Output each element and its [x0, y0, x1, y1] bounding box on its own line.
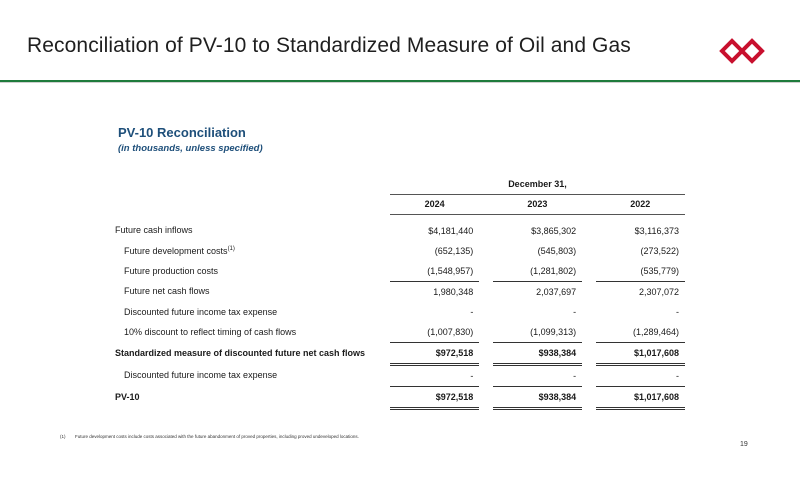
header-rule-grey — [0, 82, 800, 83]
column-header: 2023 — [493, 194, 582, 214]
cell-value: (1,281,802) — [493, 261, 582, 282]
cell-value: (1,289,464) — [596, 322, 685, 343]
section-title: PV-10 Reconciliation — [118, 125, 246, 140]
cell-value: (545,803) — [537, 245, 577, 256]
section-subtitle: (in thousands, unless specified) — [118, 143, 263, 154]
table-row — [115, 241, 685, 261]
table-row — [115, 302, 685, 322]
footnote-marker: (1) — [60, 434, 66, 439]
interlocking-diamonds-logo-icon — [718, 38, 768, 64]
cell-value: - — [493, 364, 582, 386]
cell-value: - — [573, 306, 577, 317]
cell-value: 1,980,348 — [433, 286, 474, 297]
row-label-cell — [115, 241, 377, 261]
cell-value: $1,017,608 — [596, 386, 685, 408]
cell-value: (1,007,830) — [390, 322, 479, 343]
cell-value: - — [390, 364, 479, 386]
table-row-total — [115, 386, 685, 408]
cell-value: $938,384 — [493, 342, 582, 364]
page-number: 19 — [740, 441, 748, 448]
cell-value: - — [676, 306, 679, 317]
table-row — [115, 281, 685, 302]
cell-value: (652,135) — [434, 245, 474, 256]
row-label: Future production costs — [124, 265, 219, 276]
row-label: Discounted future income tax expense — [124, 370, 278, 380]
row-label: Future net cash flows — [124, 286, 210, 297]
row-label: Future development costs — [124, 245, 228, 256]
cell-value: (1,099,313) — [493, 322, 582, 343]
cell-value: - — [596, 364, 685, 386]
table-row — [115, 214, 685, 241]
row-label: Future cash inflows — [115, 225, 193, 236]
column-header: 2022 — [596, 194, 685, 214]
cell-value: $972,518 — [390, 342, 479, 364]
pv10-reconciliation-table — [115, 174, 685, 410]
row-label: Discounted future income tax expense — [124, 306, 278, 317]
table-row — [115, 364, 685, 386]
cell-value: $3,865,302 — [531, 225, 577, 236]
cell-value: 2,037,697 — [536, 286, 577, 297]
cell-value: $3,116,373 — [634, 225, 679, 236]
cell-value: 2,307,072 — [638, 286, 679, 297]
column-header: 2024 — [390, 194, 479, 214]
row-label: PV-10 — [115, 392, 140, 402]
table-row — [115, 322, 685, 343]
cell-value: $938,384 — [493, 386, 582, 408]
table-row — [115, 261, 685, 282]
period-header: December 31, — [390, 174, 685, 194]
cell-value: (1,548,957) — [390, 261, 479, 282]
cell-value: - — [470, 306, 474, 317]
cell-value: (273,522) — [640, 245, 679, 256]
row-label: 10% discount to reflect timing of cash flows — [124, 326, 297, 337]
footnote-text: Future development costs include costs associated with the future abandonment of proved properties, including proved undeveloped locations. — [75, 434, 359, 439]
cell-value: $4,181,440 — [428, 225, 474, 236]
cell-value: $1,017,608 — [596, 342, 685, 364]
row-label: Standardized measure of discounted future net cash flows — [115, 348, 366, 358]
cell-value: (535,779) — [596, 261, 685, 282]
slide-title: Reconciliation of PV-10 to Standardized Measure of Oil and Gas — [27, 34, 631, 57]
table-row-total — [115, 342, 685, 364]
cell-value: $972,518 — [390, 386, 479, 408]
footnote-ref: (1) — [227, 245, 235, 252]
